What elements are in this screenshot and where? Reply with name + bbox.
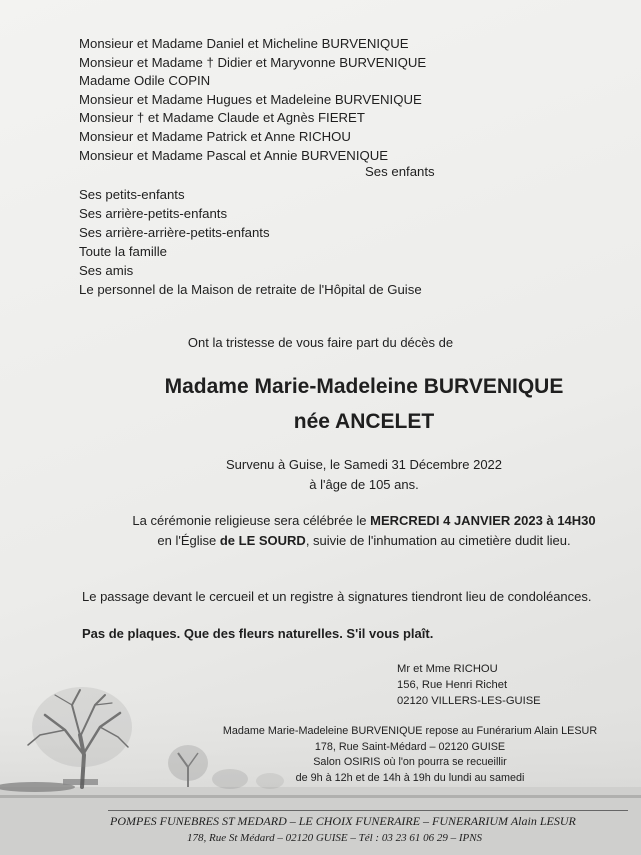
repose-info xyxy=(0,724,641,786)
maiden-name: née ANCELET xyxy=(293,410,435,433)
family-line: Madame Odile COPIN xyxy=(79,73,211,89)
burial-text: , suivie de l'inhumation au cimetière dudit lieu. xyxy=(305,533,571,548)
repose-line: 178, Rue Saint-Médard – 02120 GUISE xyxy=(314,740,506,753)
ceremony-line-1 xyxy=(0,513,641,528)
death-age-line: à l'âge de 105 ans. xyxy=(309,477,419,492)
church-prefix: en l'Église xyxy=(157,533,220,548)
repose-line: Madame Marie-Madeleine BURVENIQUE repose au Funérarium Alain LESUR xyxy=(222,725,598,737)
family-contact xyxy=(397,661,541,709)
ceremony-date: MERCREDI 4 JANVIER 2023 à 14H30 xyxy=(370,513,596,528)
others-line: Ses petits-enfants xyxy=(79,187,185,202)
family-list xyxy=(79,35,599,165)
church-place: de LE SOURD xyxy=(219,533,306,548)
announcement-intro: Ont la tristesse de vous faire part du décès de xyxy=(187,335,454,350)
family-line: Monsieur et Madame Daniel et Micheline BURVENIQUE xyxy=(79,36,409,51)
others-line: Toute la famille xyxy=(79,244,167,259)
family-line: Monsieur et Madame Patrick et Anne RICHOU xyxy=(79,128,351,144)
others-line: Le personnel de la Maison de retraite de l'Hôpital de Guise xyxy=(79,282,422,297)
death-date-line: Survenu à Guise, le Samedi 31 Décembre 2022 xyxy=(225,457,503,472)
ceremony-prefix: La cérémonie religieuse sera célébrée le xyxy=(132,513,371,528)
deceased-name: Madame Marie-Madeleine BURVENIQUE xyxy=(164,375,564,398)
others-line: Ses arrière-arrière-petits-enfants xyxy=(79,225,270,240)
contact-city: 02120 VILLERS-LES-GUISE xyxy=(397,695,541,707)
others-line: Ses arrière-petits-enfants xyxy=(79,206,228,221)
family-line: Monsieur † et Madame Claude et Agnès FIERET xyxy=(79,110,365,126)
others-line: Ses amis xyxy=(79,263,134,278)
repose-line: Salon OSIRIS où l'on pourra se recueillir xyxy=(313,756,507,768)
contact-name: Mr et Mme RICHOU xyxy=(397,663,498,675)
funeral-home-name: POMPES FUNEBRES ST MEDARD – LE CHOIX FUNERAIRE – FUNERARIUM Alain LESUR xyxy=(110,814,576,828)
repose-line: de 9h à 12h et de 14h à 19h du lundi au samedi xyxy=(295,771,525,784)
family-line: Monsieur et Madame Hugues et Madeleine BURVENIQUE xyxy=(79,91,422,107)
ceremony-line-2 xyxy=(0,533,641,548)
children-label: Ses enfants xyxy=(365,164,435,179)
funeral-home-address: 178, Rue St Médard – 02120 GUISE – Tél : 03 23 61 06 29 – IPNS xyxy=(187,832,483,844)
condolences-note: Le passage devant le cercueil et un registre à signatures tiendront lieu de condoléances. xyxy=(82,589,592,604)
family-line: Monsieur et Madame Pascal et Annie BURVENIQUE xyxy=(79,147,389,163)
contact-street: 156, Rue Henri Richet xyxy=(397,679,508,691)
others-list xyxy=(79,185,422,299)
flowers-note: Pas de plaques. Que des fleurs naturelles. S'il vous plaît. xyxy=(82,626,434,641)
footer-divider xyxy=(108,810,628,811)
family-line: Monsieur et Madame † Didier et Maryvonne BURVENIQUE xyxy=(79,54,427,70)
